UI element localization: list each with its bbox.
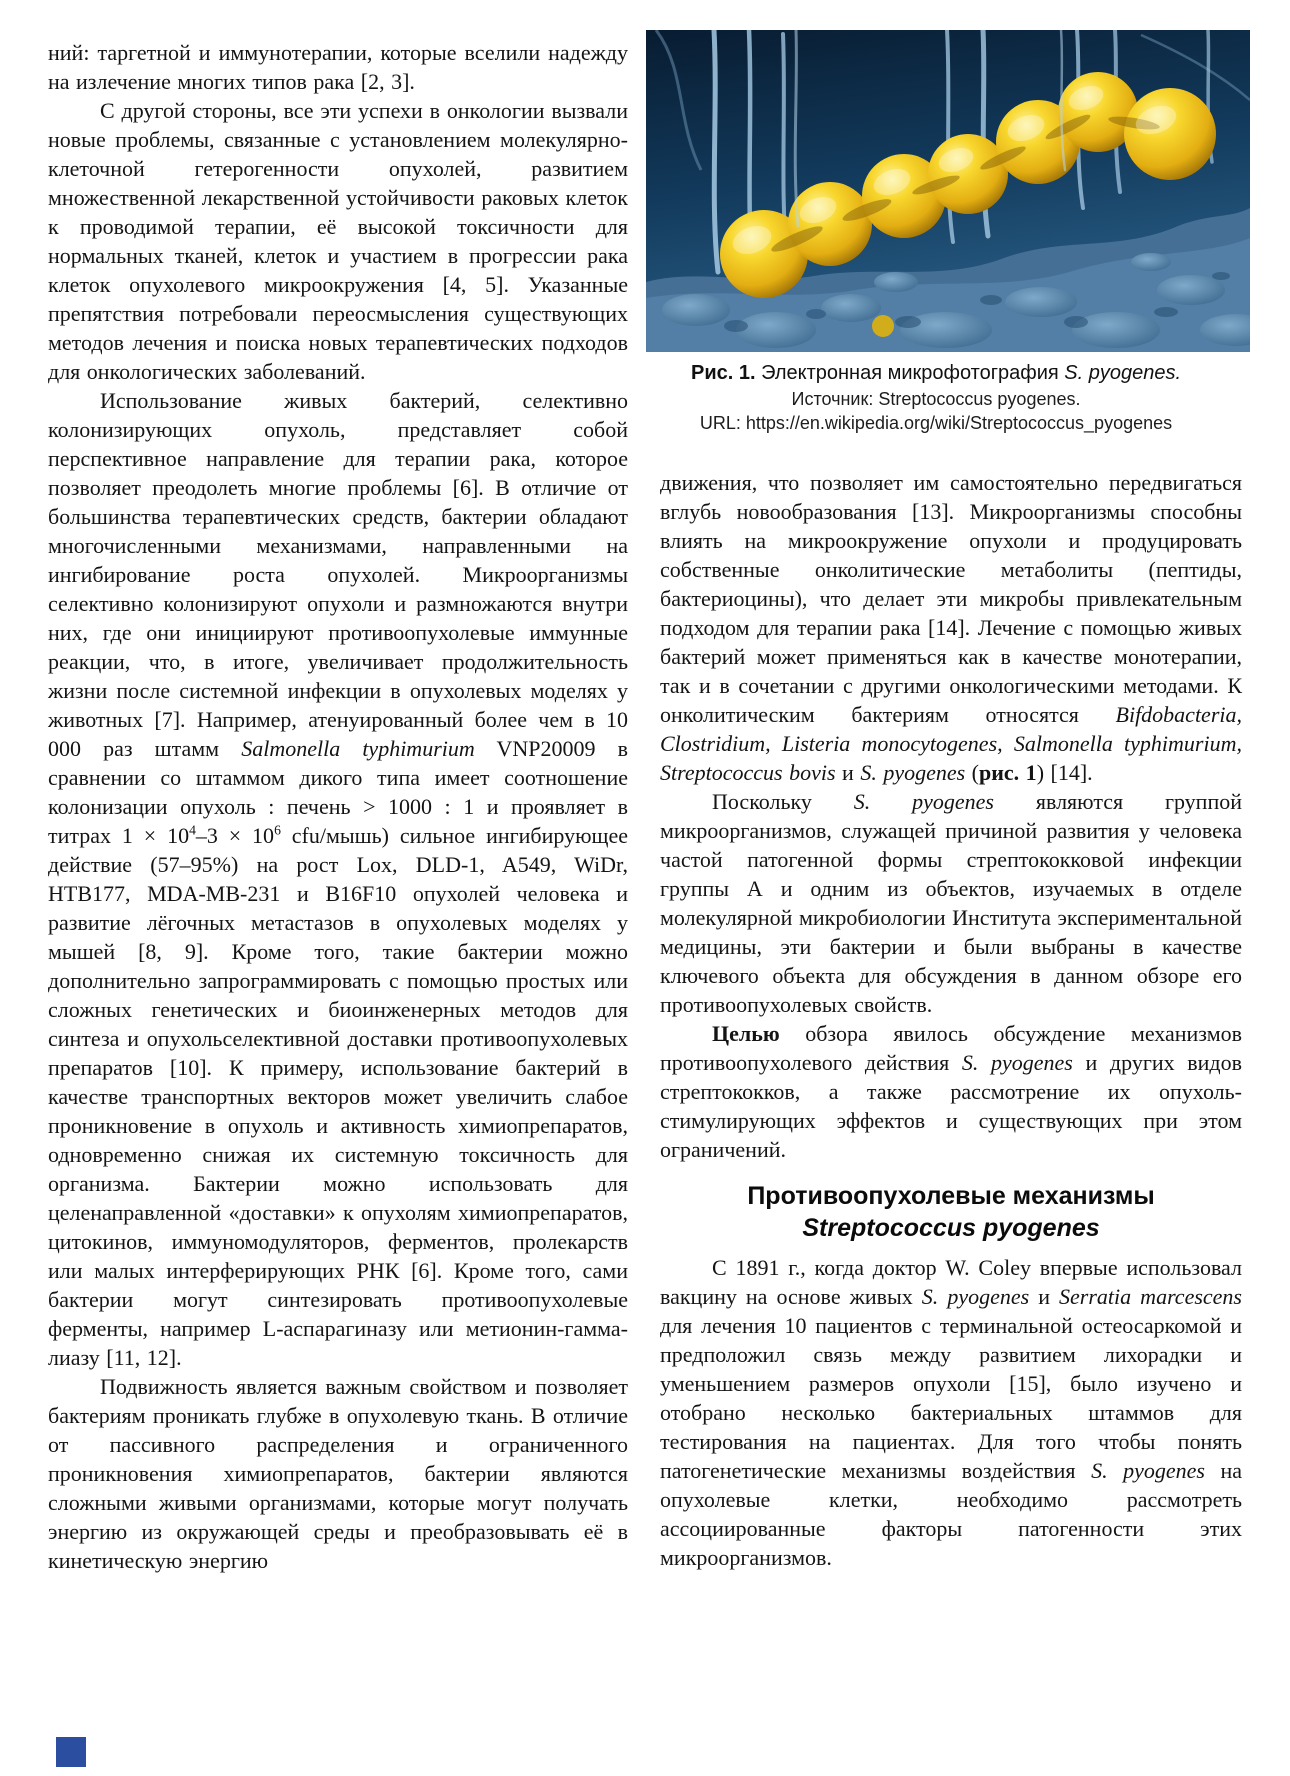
figure-caption-source: Источник: Streptococcus pyogenes. (791, 389, 1081, 409)
figure-caption-url: URL: https://en.wikipedia.org/wiki/Streptococcus_pyogenes (699, 413, 1173, 433)
figure-1 (646, 30, 1250, 352)
body-paragraph: ний: таргетной и иммунотерапии, которые вселили надежду на излечение многих типов рака [2, 3]. (48, 40, 628, 94)
body-paragraph: Поскольку S. pyogenes являются группой микроорганизмов, служащей причиной развития у человека частой патогенной формы стрептококковой инфекции группы А и одним из объектов, изучаемых в отделе молекулярной микробиологии Института экспериментальной медицины, эти бактерии и были выбраны в качестве ключевого объекта для обсуждения в данном обзоре его противоопухолевых свойств. (660, 789, 1243, 1017)
left-column (48, 38, 628, 1575)
figure-caption-title: Рис. 1. Электронная микрофотография S. pyogenes. (690, 362, 1182, 384)
body-paragraph: Использование живых бактерий, селективно колонизирующих опухоль, представляет собой перспективное направление для терапии рака, которое позволяет преодолеть многие проблемы [6]. В отличие от большинства терапевтических средств, бактерии обладают многочисленными механизмами, направленными на ингибирование роста опухолей. Микроорганизмы селективно колонизируют опухоли и размножаются внутри них, где они инициируют противоопухолевые иммунные реакции, что, в итоге, увеличивает продолжительность жизни после системной инфекции в опухолевых моделях у животных [7]. Например, атенуированный более чем в 10 000 раз штамм Salmonella typhimurium VNP20009 в сравнении со штаммом дикого типа имеет соотношение колонизации опухоль : печень > 1000 : 1 и проявляет в титрах $1 \times 10^4-3 \times 10^6$ cfu/мышь) сильное ингибирующее действие (57–95%) на рост Lox, DLD-1, A549, WiDr, HTB177, MDA-MB-231 и B16F10 опухолей человека и развитие лёгочных метастазов в опухолевых моделях у мышей [8, 9]. Кроме того, такие бактерии можно дополнительно запрограммировать с помощью простых или сложных генетических и биоинженерных методов для синтеза и опухольселективной доставки противоопухолевых препаратов [10]. К примеру, использование бактерий в качестве транспортных векторов может увеличить слабое проникновение в опухоль и активность химиопрепаратов, одновременно снижая их системную токсичность для организма. Бактерии можно использовать для целенаправленной «доставки» к опухолям химиопрепаратов, цитокинов, иммуномодуляторов, ферментов, пролекарств или малых интерферирующих РНК [6]. Кроме того, сами бактерии могут синтезировать противоопухолевые ферменты, например L-аспарагиназу или метионин-гамма-лиазу [11, 12]. (48, 388, 628, 1370)
section-heading (660, 1180, 1242, 1244)
body-paragraph: Целью обзора явилось обсуждение механизмов противоопухолевого действия S. pyogenes и других видов стрептококков, а также рассмотрение их опухоль-стимулирующих эффектов и существующих при этом ограничений. (660, 1021, 1242, 1162)
body-paragraph: С 1891 г., когда доктор W. Coley впервые использовал вакцину на основе живых S. pyogenes и Serratia marcescens для лечения 10 пациентов с терминальной остеосаркомой и предположил связь между развитием лихорадки и уменьшением размеров опухоли [15], было изучено и отобрано несколько бактериальных штаммов для тестирования на пациентах. Для того чтобы понять патогенетические механизмы воздействия S. pyogenes на опухолевые клетки, необходимо рассмотреть ассоциированные факторы патогенности этих микроорганизмов. (660, 1255, 1242, 1570)
section-heading-line2: Streptococcus pyogenes (802, 1214, 1100, 1242)
right-column (660, 468, 1242, 1572)
body-paragraph: С другой стороны, все эти успехи в онкологии вызвали новые проблемы, связанные с установлением молекулярно-клеточной гетерогенности опухолей, развитием множественной лекарственной устойчивости раковых клеток к проводимой терапии, её высокой токсичности для нормальных тканей, клеток и участием в прогрессии рака клеток опухолевого микроокружения [4, 5]. Указанные препятствия потребовали переосмысления существующих методов лечения и поиска новых терапевтических подходов для онкологических заболеваний. (48, 98, 628, 384)
page-corner-mark (56, 1737, 86, 1767)
body-paragraph: движения, что позволяет им самостоятельно передвигаться вглубь новообразования [13]. Микроорганизмы способны влиять на микроокружение опухоли и продуцировать собственные онколитические метаболиты (пептиды, бактериоцины), что делает эти микробы привлекательным подходом для терапии рака [14]. Лечение с помощью живых бактерий может применяться как в качестве монотерапии, так и в сочетании с другими онкологическими методами. К онколитическим бактериям относятся Bifdobacteria, Clostridium, Listeria monocytogenes, Salmonella typhimurium, Streptococcus bovis и S. pyogenes (рис. 1) [14]. (660, 470, 1242, 785)
body-paragraph: Подвижность является важным свойством и позволяет бактериям проникать глубже в опухолевую ткань. В отличие от пассивного распределения и ограниченного проникновения химиопрепаратов, бактерии являются сложными живыми организмами, которые могут получать энергию из окружающей среды и преобразовывать её в кинетическую энергию (48, 1374, 628, 1573)
electron-micrograph-image (646, 30, 1250, 352)
section-heading-line1: Противоопухолевые механизмы (747, 1182, 1155, 1210)
figure-caption (616, 359, 1256, 435)
